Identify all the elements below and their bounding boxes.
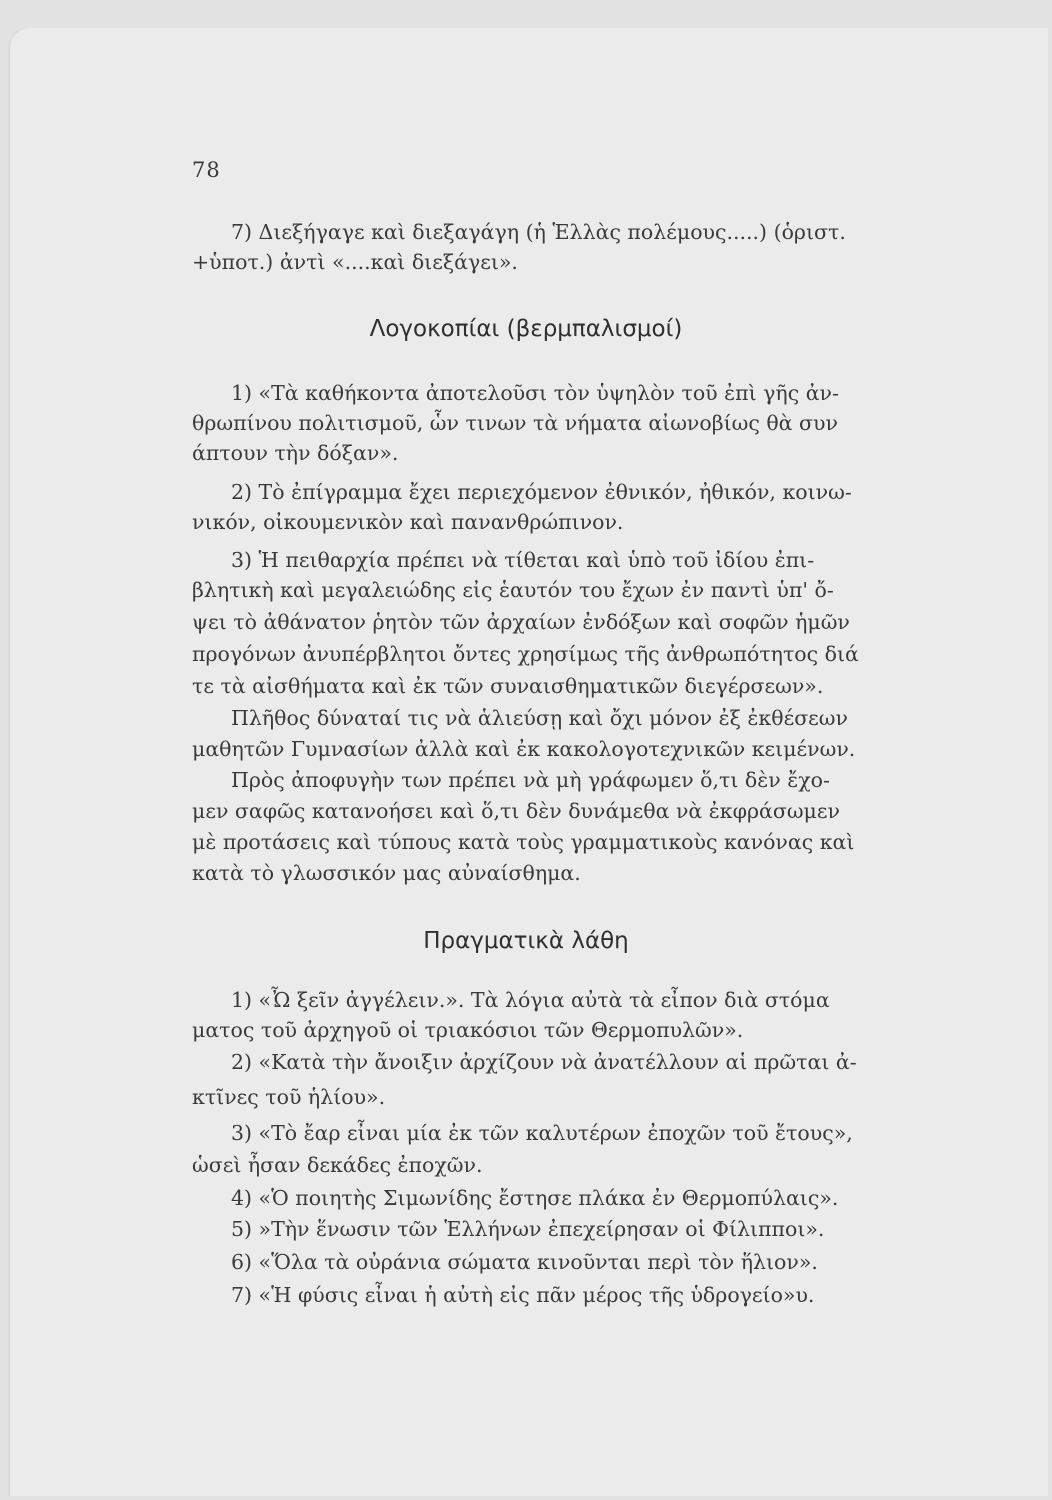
paragraph-line: μαθητῶν Γυμνασίων ἀλλὰ καὶ ἐκ κακολογοτεχνικῶν κειμένων. xyxy=(192,737,856,761)
paragraph-line: 3) Ἡ πειθαρχία πρέπει νὰ τίθεται καὶ ὑπὸ τοῦ ἰδίου ἐπι- xyxy=(231,548,815,572)
paragraph-line: ψει τὸ ἀθάνατον ῥητὸν τῶν ἀρχαίων ἐνδόξων καὶ σοφῶν ἡμῶν xyxy=(192,610,850,634)
paragraph-line: θρωπίνου πολιτισμοῦ, ὧν τινων τὰ νήματα αἰωνοβίως θὰ συν xyxy=(192,411,838,435)
paragraph-line: νικόν, οἰκουμενικὸν καὶ πανανθρώπινον. xyxy=(192,510,624,534)
list-item: 3) «Τὸ ἔαρ εἶναι μία ἐκ τῶν καλυτέρων ἐποχῶν τοῦ ἔτους», xyxy=(231,1121,853,1145)
list-item: 1) «Ὦ ξεῖν ἀγγέλειν.». Τὰ λόγια αὐτὰ τὰ εἶπον διὰ στόμα xyxy=(231,988,830,1012)
section-heading-verbalisms: Λογοκοπίαι (βερμπαλισμοί) xyxy=(369,316,683,342)
paragraph-line: Πρὸς ἀποφυγὴν των πρέπει νὰ μὴ γράφωμεν ὅ,τι δὲν ἔχο- xyxy=(231,768,830,792)
list-item: 2) «Κατὰ τὴν ἄνοιξιν ἀρχίζουν νὰ ἀνατέλλουν αἱ πρῶται ἀ- xyxy=(231,1050,857,1074)
paragraph-line: κατὰ τὸ γλωσσικόν μας αὐναίσθημα. xyxy=(192,861,581,885)
paragraph-line: μεν σαφῶς κατανοήσει καὶ ὅ,τι δὲν δυνάμεθα νὰ ἐκφράσωμεν xyxy=(192,799,840,823)
list-item: κτῖνες τοῦ ἡλίου». xyxy=(192,1085,386,1109)
paragraph-line: βλητικὴ καὶ μεγαλειώδης εἰς ἑαυτόν του ἔχων ἐν παντὶ ὑπ' ὄ- xyxy=(192,578,834,602)
paragraph-line: μὲ προτάσεις καὶ τύπους κατὰ τοὺς γραμματικοὺς κανόνας καὶ xyxy=(192,830,855,854)
list-item: 4) «Ὁ ποιητὴς Σιμωνίδης ἔστησε πλάκα ἐν Θερμοπύλαις». xyxy=(231,1186,839,1210)
paragraph-line: προγόνων ἀνυπέρβλητοι ὄντες χρησίμως τῆς ἀνθρωπότητος διά xyxy=(192,642,859,666)
intro-line: +ὑποτ.) ἀντὶ «....καὶ διεξάγει». xyxy=(192,250,518,274)
paragraph-line: τε τὰ αἰσθήματα καὶ ἐκ τῶν συναισθηματικῶν διεγέρσεων». xyxy=(192,674,824,698)
list-item: ματος τοῦ ἀρχηγοῦ οἱ τριακόσιοι τῶν Θερμοπυλῶν». xyxy=(192,1018,744,1042)
list-item: ὡσεὶ ἦσαν δεκάδες ἐποχῶν. xyxy=(192,1153,483,1177)
paragraph-line: 1) «Τὰ καθήκοντα ἀποτελοῦσι τὸν ὑψηλὸν τοῦ ἐπὶ γῆς ἀν- xyxy=(231,381,839,405)
list-item: 7) «Ἡ φύσις εἶναι ἡ αὐτὴ εἰς πᾶν μέρος τῆς ὑδρογείο»υ. xyxy=(231,1283,815,1307)
page-sheet xyxy=(8,28,1048,1496)
paragraph-line: 2) Τὸ ἐπίγραμμα ἔχει περιεχόμενον ἐθνικόν, ἠθικόν, κοινω- xyxy=(231,480,852,504)
paragraph-line: άπτουν τὴν δόξαν». xyxy=(192,441,399,465)
section-heading-factual-errors: Πραγματικὰ λάθη xyxy=(423,928,629,954)
page-number: 78 xyxy=(192,158,221,182)
paragraph-line: Πλῆθος δύναταί τις νὰ ἁλιεύσῃ καὶ ὄχι μόνον ἐξ ἐκθέσεων xyxy=(231,706,848,730)
intro-line: 7) Διεξήγαγε καὶ διεξαγάγη (ἡ Ἑλλὰς πολέμους.....) (ὁριστ. xyxy=(231,220,846,244)
list-item: 6) «Ὅλα τὰ οὐράνια σώματα κινοῦνται περὶ τὸν ἥλιον». xyxy=(231,1250,818,1274)
list-item: 5) »Τὴν ἕνωσιν τῶν Ἑλλήνων ἐπεχείρησαν οἱ Φίλιπποι». xyxy=(231,1217,825,1241)
